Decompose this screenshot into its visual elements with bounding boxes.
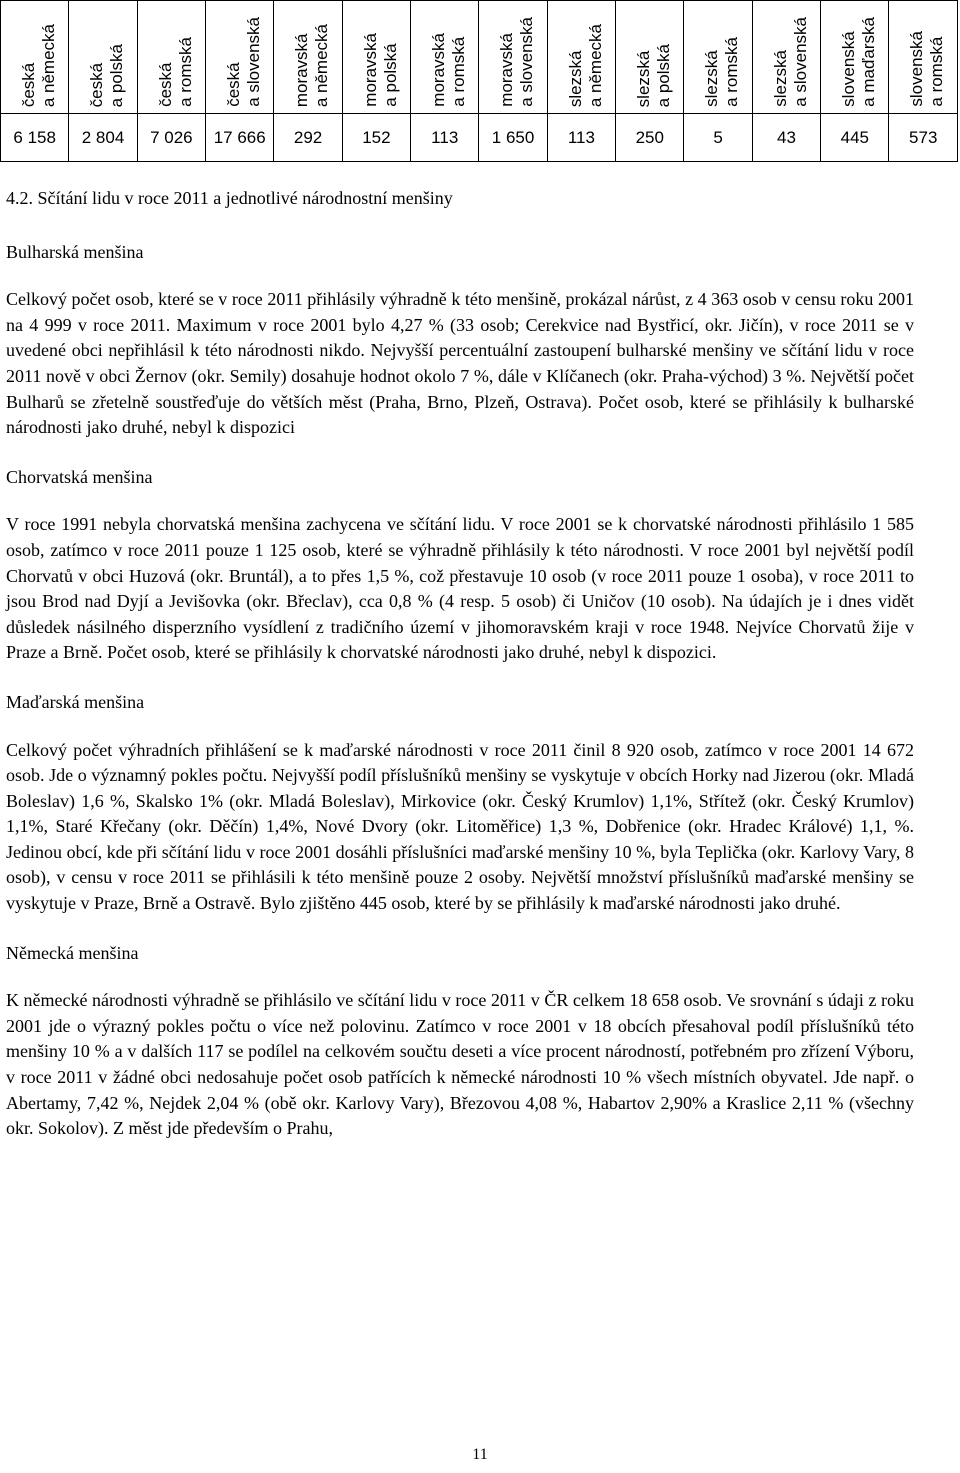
nationality-combination-table [0,0,958,162]
subsection-title-croatian: Chorvatská menšina [6,466,153,487]
paragraph-hungarian: Celkový počet výhradních přihlášení se k maďarské národnosti v roce 2011 činil 8 920 osob, zatímco v roce 2001 14 672 osob. Jde o významný pokles počtu. Nejvyšší podíl příslušníků menšiny se vyskytuje v obcích Horky nad Jizerou (okr. Mladá Boleslav) 1,6 %, Skalsko 1% (okr. Mladá Boleslav), Mirkovice (okr. Český Krumlov) 1,1%, Střítež (okr. Český Krumlov) 1,1%, Staré Křečany (okr. Děčín) 1,4%, Nové Dvory (okr. Litoměřice) 1,3 %, Dobřenice (okr. Hradec Králové) 1,1, %. Jedinou obcí, kde při sčítání lidu v roce 2001 dosáhli příslušníci maďarské menšiny 10 %, byla Teplička (okr. Karlovy Vary, 8 osob), v censu v roce 2011 se přihlásili k této menšině pouze 2 osoby. Největší množství příslušníků maďarské menšiny se vyskytuje v Praze, Brně a Ostravě. Bylo zjištěno 445 osob, které by se přihlásily k maďarské národnosti jako druhé. [6,739,914,914]
table-header-cell: slezská a polská [616,1,684,114]
table-header-cell: slovenská a romská [889,1,958,114]
table-value-cell: 445 [821,114,889,162]
table-value-cell: 113 [411,114,479,162]
table-value-cell: 292 [274,114,342,162]
table-value-cell: 43 [752,114,820,162]
table-header-cell: česká a slovenská [206,1,274,114]
table-value-cell: 17 666 [206,114,274,162]
paragraph-german: K německé národnosti výhradně se přihlásilo ve sčítání lidu v roce 2011 v ČR celkem 18 658 osob. Ve srovnání s údaji z roku 2001 jde o výrazný pokles počtu o více než polovinu. Zatímco v roce 2001 v 18 obcích přesahoval podíl příslušníků této menšiny 10 % a v dalších 117 se podílel na celkovém součtu deseti a více procent národností, potřebném pro zřízení Výboru, v roce 2011 v žádné obci nedosahuje počet osob patřících k německé národnosti 10 % všech místních obyvatel. Jde např. o Abertamy, 7,42 %, Nejdek 2,04 % (obě okr. Karlovy Vary), Březovou 4,08 %, Habartov 2,90% a Kraslice 2,11 % (všechny okr. Sokolov). Z měst jde především o Prahu, [6,990,914,1139]
table-header-cell: moravská a slovenská [479,1,547,114]
table-value-cell: 5 [684,114,752,162]
table-header-cell: moravská a polská [342,1,410,114]
table-value-cell: 7 026 [137,114,205,162]
paragraph-bulgarian: Celkový počet osob, které se v roce 2011 přihlásily výhradně k této menšině, prokázal nárůst, z 4 363 osob v censu roku 2001 na 4 999 v roce 2011. Maximum v roce 2001 bylo 4,27 % (33 osob; Cerekvice nad Bystřicí, okr. Jičín), v roce 2011 se v uvedené obci nepřihlásil k této národnosti nikdo. Nejvyšší percentuální zastoupení bulharské menšiny ve sčítání lidu v roce 2011 nově v obci Žernov (okr. Semily) dosahuje hodnot okolo 7 %, dále v Klíčanech (okr. Praha-východ) 3 %. Největší počet Bulharů se zřetelně soustřeďuje do větších měst (Praha, Brno, Plzeň, Ostrava). Počet osob, které se přihlásily k bulharské národnosti jako druhé, nebyl k dispozici [6,289,914,438]
paragraph-croatian: V roce 1991 nebyla chorvatská menšina zachycena ve sčítání lidu. V roce 2001 se k chorvatské národnosti přihlásilo 1 585 osob, zatímco v roce 2011 pouze 1 125 osob, které se výhradně přihlásily k této národnosti. V roce 2001 byl největší podíl Chorvatů v obci Huzová (okr. Bruntál), a to přes 1,5 %, což přestavuje 10 osob (v roce 2011 pouze 1 osoba), v roce 2011 to jsou Brod nad Dyjí a Jevišovka (okr. Břeclav), cca 0,8 % (4 resp. 5 osob) či Uničov (10 osob). Na údajích je i dnes vidět důsledek násilného disperzního vysídlení z tradičního území v jihomoravském kraji v roce 1948. Nejvíce Chorvatů žije v Praze a Brně. Počet osob, které se přihlásily k chorvatské národnosti jako druhé, nebyl k dispozici. [6,514,914,663]
table-values-row [1,114,958,162]
subsection-title-bulgarian: Bulharská menšina [6,241,144,262]
table-value-cell: 573 [889,114,958,162]
table-header-cell: česká a romská [137,1,205,114]
table-header-cell: slezská a německá [547,1,615,114]
table-value-cell: 2 804 [69,114,137,162]
table-header-cell: slezská a romská [684,1,752,114]
table-header-cell: moravská a romská [411,1,479,114]
table-header-row [1,1,958,114]
subsection-title-hungarian: Maďarská menšina [6,691,145,712]
table-header-cell: česká a německá [1,1,69,114]
table-header-cell: slovenská a maďarská [821,1,889,114]
table-value-cell: 6 158 [1,114,69,162]
table-value-cell: 1 650 [479,114,547,162]
table-value-cell: 113 [547,114,615,162]
table-header-cell: slezská a slovenská [752,1,820,114]
section-title: 4.2. Sčítání lidu v roce 2011 a jednotlivé národnostní menšiny [6,188,453,208]
table-header-cell: česká a polská [69,1,137,114]
document-body [6,186,914,1166]
table-value-cell: 250 [616,114,684,162]
subsection-title-german: Německá menšina [6,942,139,963]
page-number: 11 [472,1446,488,1463]
table-header-cell: moravská a německá [274,1,342,114]
table-value-cell: 152 [342,114,410,162]
